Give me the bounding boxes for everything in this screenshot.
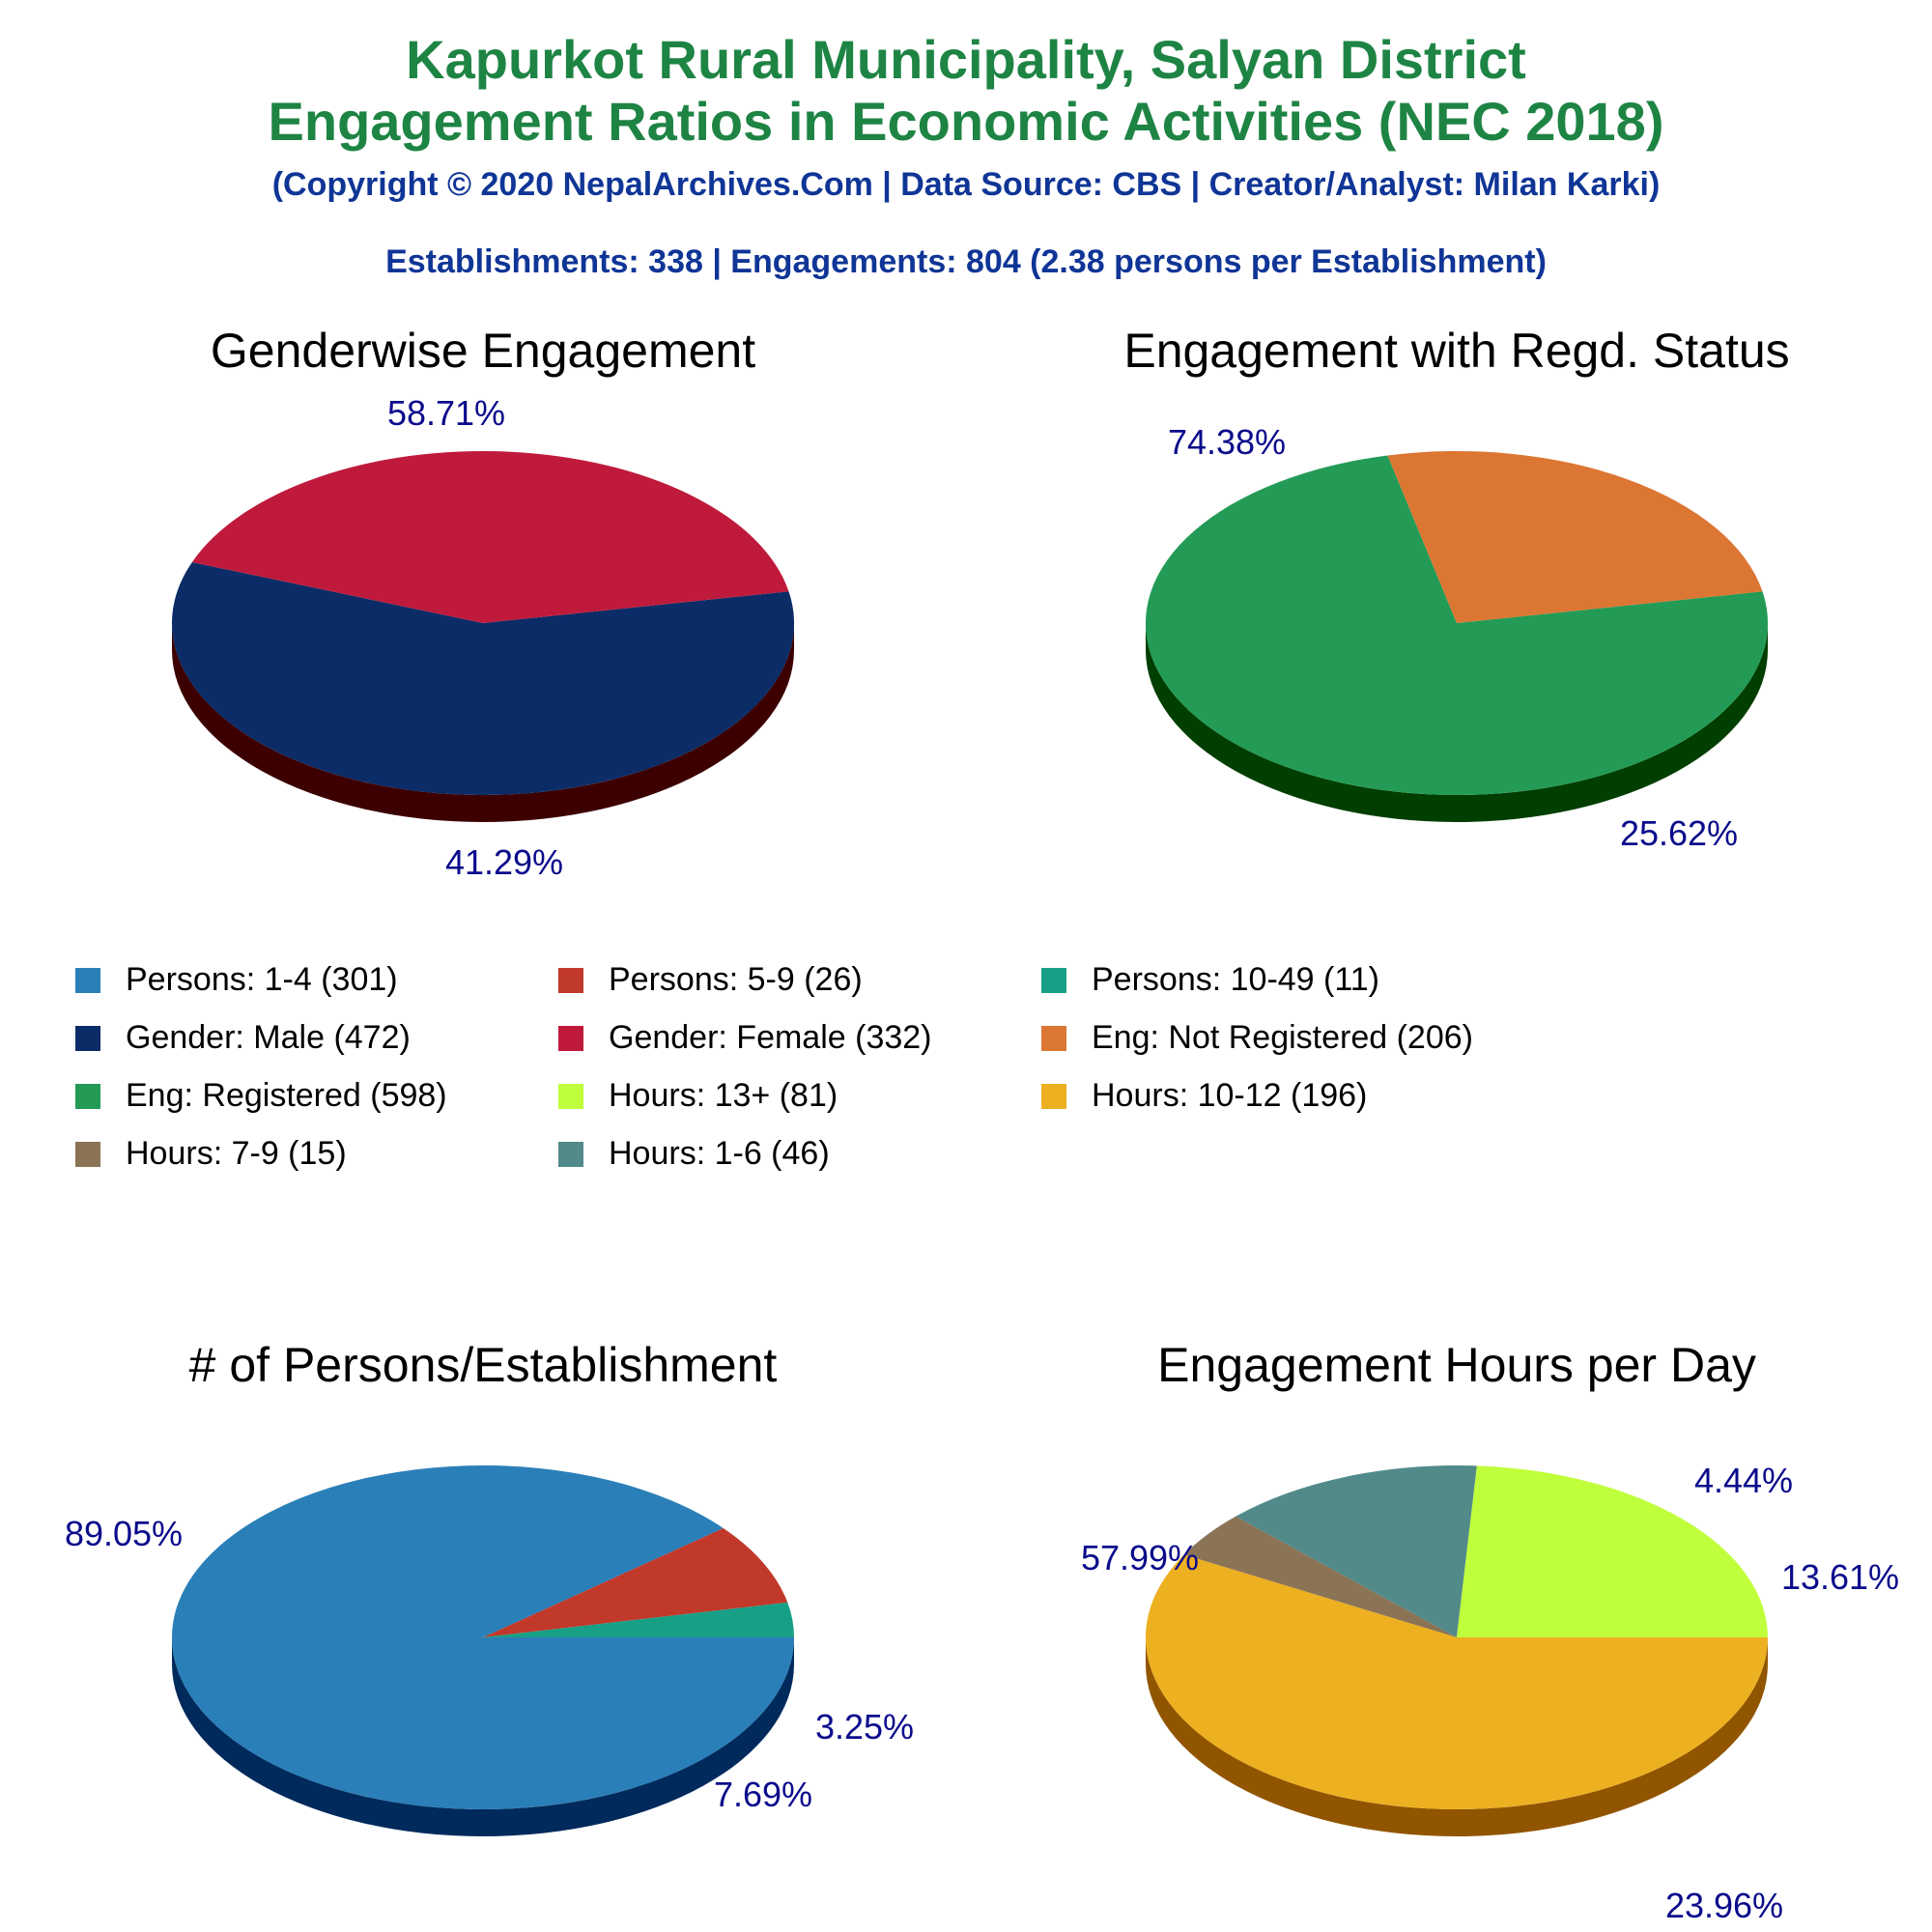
slice-percent-label: 58.71% [386,393,506,433]
legend-label: Persons: 10-49 (11) [1092,961,1379,998]
legend-item [558,1135,830,1173]
chart-title: # of Persons/Establishment [188,1338,778,1392]
legend-swatch [1041,968,1066,993]
slice-percent-label: 23.96% [1664,1886,1784,1925]
legend-swatch [558,968,583,993]
legend-label: Persons: 5-9 (26) [609,961,863,998]
slice-percent-label: 7.69% [713,1775,813,1814]
legend-label: Hours: 7-9 (15) [126,1135,347,1172]
legend-label: Hours: 1-6 (46) [609,1135,830,1172]
slice-percent-label: 41.29% [444,842,564,882]
legend-label: Gender: Male (472) [126,1019,411,1056]
legend-item [75,1135,347,1173]
legend-label: Gender: Female (332) [609,1019,932,1056]
legend-swatch [75,1026,100,1051]
legend-item [558,1019,932,1057]
legend-item [558,1077,838,1115]
copyright-text: (Copyright © 2020 NepalArchives.Com | Data Source: CBS | Creator/Analyst: Milan Karki) [271,166,1661,203]
legend-item [1041,1077,1367,1115]
legend-item [1041,1019,1473,1057]
legend-swatch [558,1084,583,1109]
slice-percent-label: 57.99% [1080,1538,1200,1577]
legend-item [558,961,863,999]
legend-swatch [75,1084,100,1109]
title-line-2: Engagement Ratios in Economic Activities (NEC 2018) [268,91,1664,152]
legend-item [1041,961,1379,999]
slice-percent-label: 13.61% [1780,1557,1900,1597]
legend-swatch [558,1026,583,1051]
summary-text: Establishments: 338 | Engagements: 804 (2.38 persons per Establishment) [385,243,1547,280]
pie-slice [172,1465,794,1809]
legend-swatch [558,1142,583,1167]
chart-title: Engagement Hours per Day [1157,1338,1756,1392]
legend-item [75,1077,447,1115]
legend-label: Eng: Not Registered (206) [1092,1019,1473,1056]
legend-swatch [75,1142,100,1167]
legend-label: Eng: Registered (598) [126,1077,447,1114]
slice-percent-label: 74.38% [1167,422,1287,462]
title-line-1: Kapurkot Rural Municipality, Salyan District [406,29,1526,90]
chart-title: Genderwise Engagement [210,324,756,378]
slice-percent-label: 25.62% [1619,813,1739,853]
slice-percent-label: 3.25% [814,1707,915,1747]
pie-chart [1123,324,1789,853]
legend-swatch [1041,1084,1066,1109]
pie-chart [65,1338,914,1836]
pie-chart [1081,1338,1899,1925]
legend-swatch [75,968,100,993]
legend-item [75,961,398,999]
legend-item [75,1019,411,1057]
chart-title: Engagement with Regd. Status [1123,324,1790,378]
slice-percent-label: 89.05% [64,1514,184,1553]
legend-label: Hours: 10-12 (196) [1092,1077,1368,1114]
slice-percent-label: 4.44% [1693,1461,1794,1500]
pie-chart [172,324,794,882]
legend-label: Hours: 13+ (81) [609,1077,838,1114]
legend-label: Persons: 1-4 (301) [126,961,398,998]
legend-swatch [1041,1026,1066,1051]
